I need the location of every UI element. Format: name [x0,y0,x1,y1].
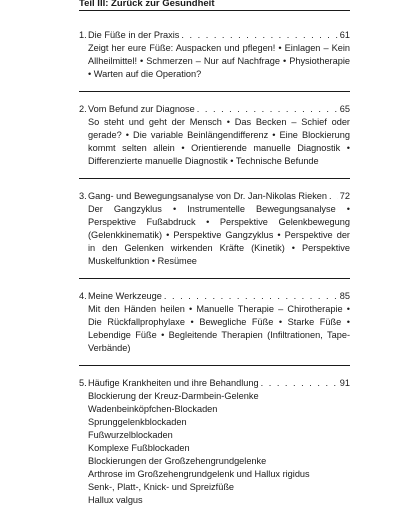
toc-entry-row [79,290,350,303]
section-description: Mit den Händen heilen • Manuelle Therapie – Chirotherapie • Die Rückfallprophylaxe • Bewegliche Füße • Starke Füße • Lebendige Füße • Begleitende Therapien (Infiltrationen, Tape-Verbände) [88,304,350,353]
list-item: Arthrose im Großzehengrundgelenk und Hallux rigidus [88,469,310,479]
toc-section-1 [79,29,350,92]
list-item: Fußwurzelblockaden [88,430,173,440]
toc-section-5 [79,377,350,507]
section-description: So steht und geht der Mensch • Das Becken – Schief oder gerade? • Die variable Beinlängendifferenz • Eine Blockierung kommt selten allein • Orientierende manuelle Diagnostik • Differenzierte manuelle Diagnostik • Technische Befunde [88,117,350,166]
section-divider [79,91,350,92]
section-number: 5. [79,378,87,388]
toc-entry-row [79,377,350,390]
section-description: Zeigt her eure Füße: Auspacken und pflegen! • Einlagen – Kein Allheilmittel! • Schmerzen – Nur auf Nachfrage • Physiotherapie • Warten auf die Operation? [88,43,350,79]
toc-section-4 [79,290,350,366]
section-title: Die Füße in der Praxis [88,30,180,40]
list-item: Komplexe Fußblockaden [88,443,190,453]
section-number: 1. [79,30,87,40]
toc-entry-row [79,190,350,203]
dot-leader [197,103,338,116]
section-divider [79,278,350,279]
list-item: Sprunggelenkblockaden [88,417,187,427]
page-number: 85 [339,291,350,301]
section-title: Meine Werkzeuge [88,291,162,301]
part-title: Teil III: Zurück zur Gesundheit [79,0,350,11]
list-item: Blockierungen der Großzehengrundgelenke [88,456,267,466]
page-number: 72 [339,191,350,201]
list-item: Hallux valgus [88,495,143,505]
page-number: 65 [339,104,350,114]
section-title: Häufige Krankheiten und ihre Behandlung [88,378,259,388]
dot-leader [261,377,338,390]
toc-section-2 [79,103,350,179]
toc-entry-row [79,29,350,42]
page-number: 91 [339,378,350,388]
section-divider [79,178,350,179]
section-number: 2. [79,104,87,114]
dot-leader [181,29,337,42]
toc-entry-row [79,103,350,116]
list-item: Senk-, Platt-, Knick- und Spreizfüße [88,482,235,492]
subsection-list [79,390,350,507]
section-title: Vom Befund zur Diagnose [88,104,195,114]
section-number: 4. [79,291,87,301]
section-divider [79,365,350,366]
section-description: Der Gangzyklus • Instrumentelle Bewegungsanalyse • Perspektive Fußabdruck • Perspektive Gelenkbewegung (Gelenkkinematik) • Perspektive Gangzyklus • Perspektive der in den Gelenken wirkenden Kräfte (Kinetik) • Perspektive Muskelfunktion • Resümee [88,204,350,266]
section-title: Gang- und Bewegungsanalyse von Dr. Jan-Nikolas Rieken [88,191,328,201]
list-item: Blockierung der Kreuz-Darmbein-Gelenke [88,391,259,401]
toc-section-3 [79,190,350,279]
dot-leader [164,290,338,303]
section-number: 3. [79,191,87,201]
page-number: 61 [339,30,350,40]
list-item: Wadenbeinköpfchen-Blockaden [88,404,218,414]
dot-leader [329,190,338,203]
